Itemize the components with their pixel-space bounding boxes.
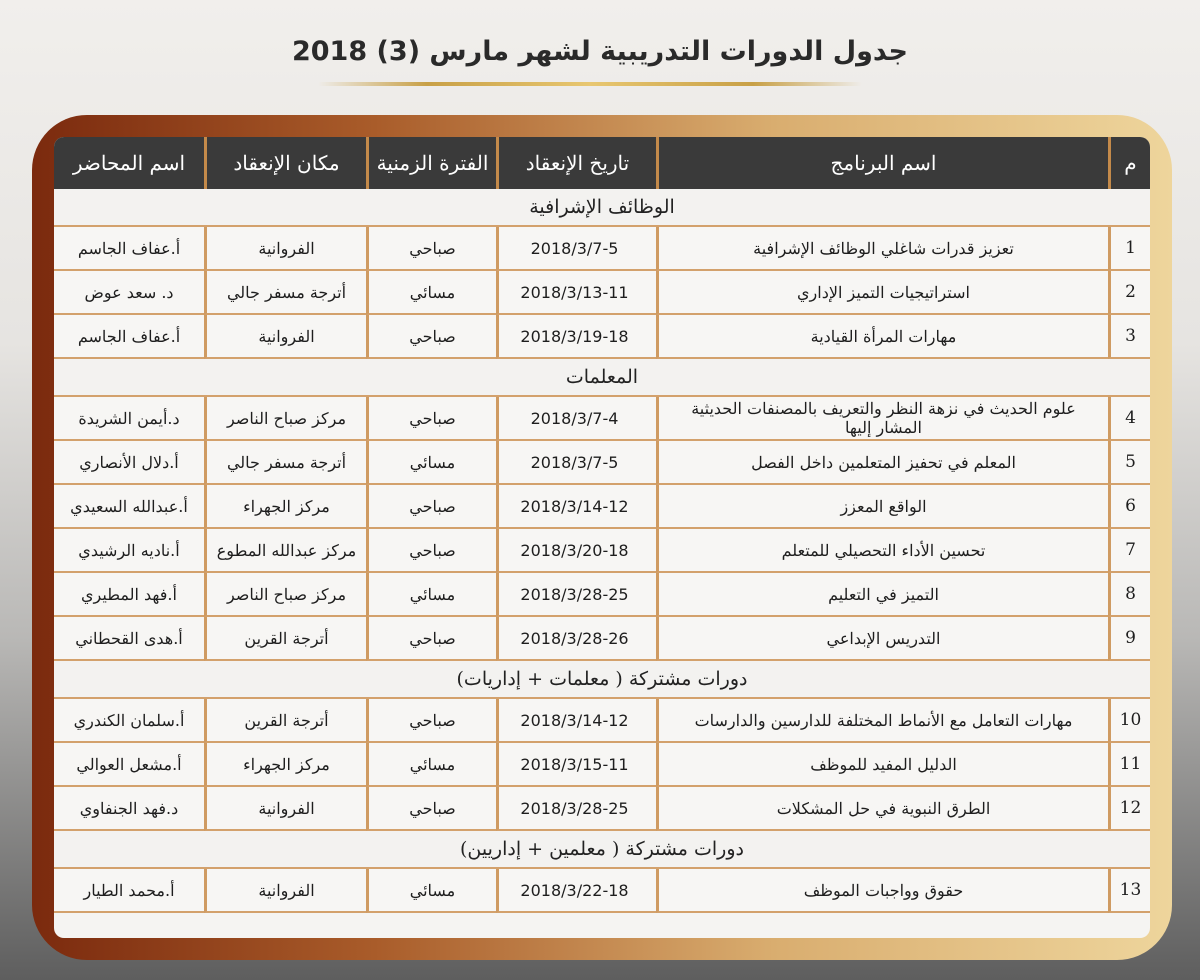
cell-program: التدريس الإبداعي xyxy=(656,617,1108,661)
cell-place: أترجة القرين xyxy=(204,617,366,661)
cell-period: صباحي xyxy=(366,315,496,359)
cell-date: 2018/3/7-4 xyxy=(496,397,656,441)
cell-date: 2018/3/14-12 xyxy=(496,485,656,529)
table-row xyxy=(54,787,1150,831)
cell-num: 13 xyxy=(1108,869,1150,913)
cell-place: مركز الجهراء xyxy=(204,743,366,787)
cell-lecturer: أ.عفاف الجاسم xyxy=(54,227,204,271)
cell-date: 2018/3/13-11 xyxy=(496,271,656,315)
table-row xyxy=(54,743,1150,787)
section-row xyxy=(54,661,1150,699)
cell-place: مركز صباح الناصر xyxy=(204,397,366,441)
section-title: المعلمات xyxy=(54,359,1150,397)
courses-table xyxy=(54,137,1150,913)
cell-lecturer: أ.عبدالله السعيدي xyxy=(54,485,204,529)
table-row xyxy=(54,397,1150,441)
cell-num: 11 xyxy=(1108,743,1150,787)
cell-lecturer: أ.سلمان الكندري xyxy=(54,699,204,743)
section-row xyxy=(54,831,1150,869)
cell-date: 2018/3/15-11 xyxy=(496,743,656,787)
cell-place: الفروانية xyxy=(204,869,366,913)
table-panel xyxy=(54,137,1150,938)
cell-program: المعلم في تحفيز المتعلمين داخل الفصل xyxy=(656,441,1108,485)
cell-program: استراتيجيات التميز الإداري xyxy=(656,271,1108,315)
cell-num: 10 xyxy=(1108,699,1150,743)
cell-period: صباحي xyxy=(366,227,496,271)
cell-lecturer: د.فهد الجنفاوي xyxy=(54,787,204,831)
cell-date: 2018/3/22-18 xyxy=(496,869,656,913)
cell-num: 2 xyxy=(1108,271,1150,315)
cell-lecturer: أ.محمد الطيار xyxy=(54,869,204,913)
table-row xyxy=(54,227,1150,271)
cell-period: مسائي xyxy=(366,743,496,787)
cell-program: مهارات المرأة القيادية xyxy=(656,315,1108,359)
cell-num: 4 xyxy=(1108,397,1150,441)
cell-period: مسائي xyxy=(366,441,496,485)
section-title: دورات مشتركة ( معلمين + إداريين) xyxy=(54,831,1150,869)
cell-date: 2018/3/7-5 xyxy=(496,227,656,271)
cell-lecturer: أ.ناديه الرشيدي xyxy=(54,529,204,573)
cell-num: 3 xyxy=(1108,315,1150,359)
cell-program: الدليل المفيد للموظف xyxy=(656,743,1108,787)
cell-period: صباحي xyxy=(366,617,496,661)
cell-num: 7 xyxy=(1108,529,1150,573)
header-num: م xyxy=(1108,137,1150,189)
header-program: اسم البرنامج xyxy=(656,137,1108,189)
cell-num: 9 xyxy=(1108,617,1150,661)
cell-lecturer: أ.هدى القحطاني xyxy=(54,617,204,661)
cell-date: 2018/3/20-18 xyxy=(496,529,656,573)
cell-num: 8 xyxy=(1108,573,1150,617)
cell-period: مسائي xyxy=(366,869,496,913)
header-place: مكان الإنعقاد xyxy=(204,137,366,189)
table-row xyxy=(54,617,1150,661)
cell-place: مركز صباح الناصر xyxy=(204,573,366,617)
cell-place: الفروانية xyxy=(204,787,366,831)
header-lecturer: اسم المحاضر xyxy=(54,137,204,189)
cell-lecturer: أ.عفاف الجاسم xyxy=(54,315,204,359)
header-period: الفترة الزمنية xyxy=(366,137,496,189)
cell-program: علوم الحديث في نزهة النظر والتعريف بالمصنفات الحديثية المشار إليها xyxy=(656,397,1108,441)
header-row xyxy=(54,137,1150,189)
section-row xyxy=(54,359,1150,397)
cell-program: تعزيز قدرات شاغلي الوظائف الإشرافية xyxy=(656,227,1108,271)
page-title: جدول الدورات التدريبية لشهر مارس (3) 2018 xyxy=(291,36,908,67)
cell-lecturer: د. سعد عوض xyxy=(54,271,204,315)
cell-period: صباحي xyxy=(366,485,496,529)
cell-period: صباحي xyxy=(366,397,496,441)
cell-date: 2018/3/28-26 xyxy=(496,617,656,661)
cell-date: 2018/3/14-12 xyxy=(496,699,656,743)
section-row xyxy=(54,189,1150,227)
section-title: دورات مشتركة ( معلمات + إداريات) xyxy=(54,661,1150,699)
section-title: الوظائف الإشرافية xyxy=(54,189,1150,227)
cell-place: أترجة مسفر جالي xyxy=(204,441,366,485)
table-row xyxy=(54,271,1150,315)
cell-place: مركز عبدالله المطوع xyxy=(204,529,366,573)
cell-lecturer: أ.فهد المطيري xyxy=(54,573,204,617)
cell-date: 2018/3/28-25 xyxy=(496,573,656,617)
cell-period: صباحي xyxy=(366,787,496,831)
cell-place: مركز الجهراء xyxy=(204,485,366,529)
cell-program: تحسين الأداء التحصيلي للمتعلم xyxy=(656,529,1108,573)
title-underline xyxy=(318,82,862,86)
cell-program: الواقع المعزز xyxy=(656,485,1108,529)
cell-num: 1 xyxy=(1108,227,1150,271)
cell-lecturer: د.أيمن الشريدة xyxy=(54,397,204,441)
cell-program: التميز في التعليم xyxy=(656,573,1108,617)
cell-place: الفروانية xyxy=(204,315,366,359)
cell-num: 12 xyxy=(1108,787,1150,831)
table-row xyxy=(54,441,1150,485)
cell-date: 2018/3/28-25 xyxy=(496,787,656,831)
table-row xyxy=(54,485,1150,529)
header-date: تاريخ الإنعقاد xyxy=(496,137,656,189)
cell-period: مسائي xyxy=(366,573,496,617)
table-row xyxy=(54,699,1150,743)
cell-place: أترجة مسفر جالي xyxy=(204,271,366,315)
cell-program: الطرق النبوية في حل المشكلات xyxy=(656,787,1108,831)
table-row xyxy=(54,869,1150,913)
cell-program: حقوق وواجبات الموظف xyxy=(656,869,1108,913)
cell-num: 6 xyxy=(1108,485,1150,529)
cell-lecturer: أ.دلال الأنصاري xyxy=(54,441,204,485)
cell-date: 2018/3/19-18 xyxy=(496,315,656,359)
cell-date: 2018/3/7-5 xyxy=(496,441,656,485)
table-row xyxy=(54,315,1150,359)
table-row xyxy=(54,529,1150,573)
cell-period: صباحي xyxy=(366,699,496,743)
cell-place: أترجة القرين xyxy=(204,699,366,743)
cell-period: صباحي xyxy=(366,529,496,573)
cell-place: الفروانية xyxy=(204,227,366,271)
cell-program: مهارات التعامل مع الأنماط المختلفة للدارسين والدارسات xyxy=(656,699,1108,743)
table-frame xyxy=(32,115,1172,960)
cell-num: 5 xyxy=(1108,441,1150,485)
cell-period: مسائي xyxy=(366,271,496,315)
cell-lecturer: أ.مشعل العوالي xyxy=(54,743,204,787)
table-row xyxy=(54,573,1150,617)
